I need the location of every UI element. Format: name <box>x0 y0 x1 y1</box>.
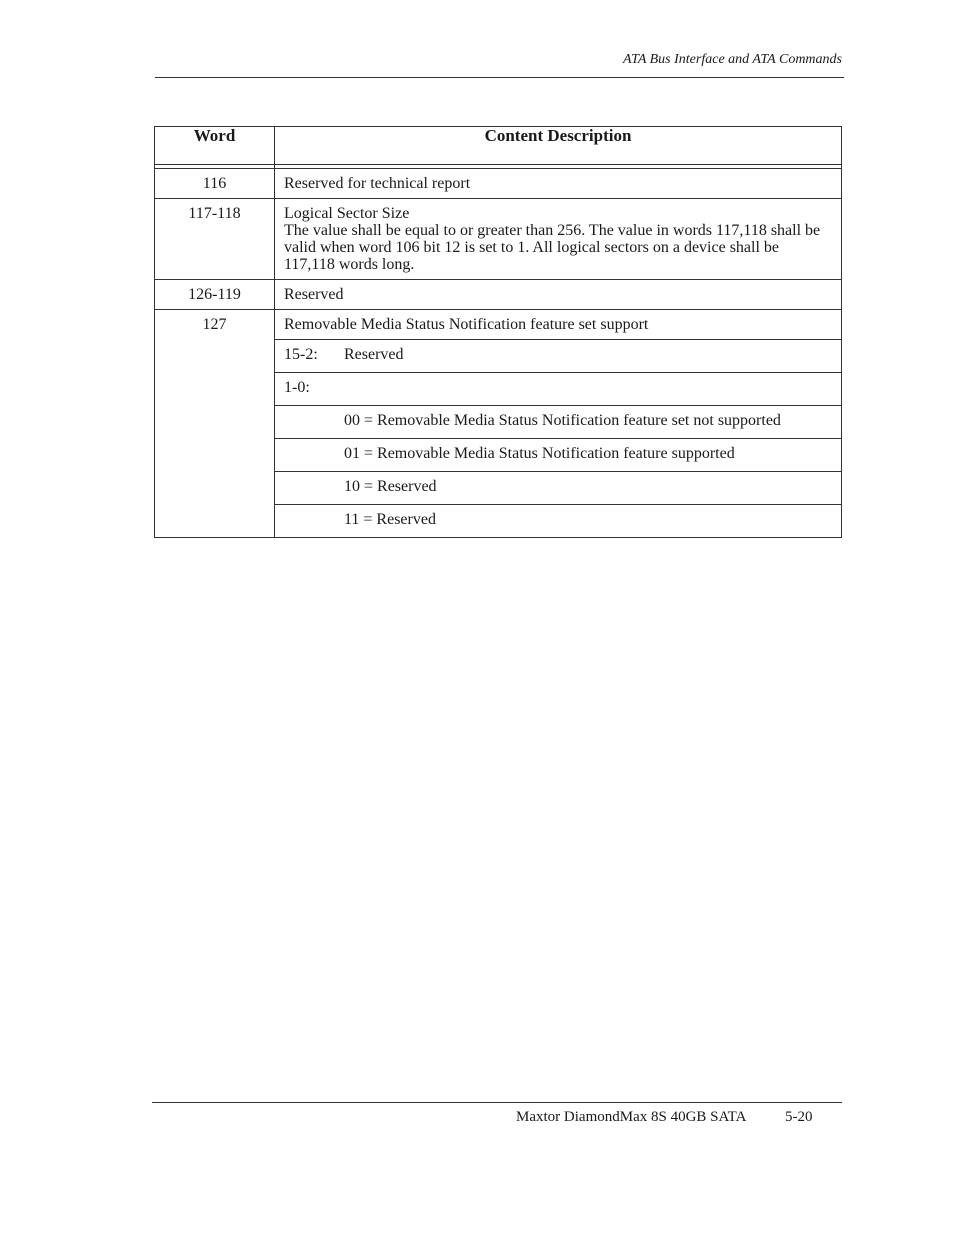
footer-rule <box>152 1102 842 1103</box>
word-cell: 117-118 <box>155 199 275 280</box>
description-cell <box>275 199 842 280</box>
bit-field-cell <box>275 373 842 406</box>
bit-range-label: 15-2: <box>284 346 318 363</box>
code-cell <box>275 505 842 538</box>
code-cell <box>275 439 842 472</box>
header-rule <box>155 77 844 78</box>
column-header-description: Content Description <box>275 127 842 165</box>
table-row <box>155 280 842 310</box>
word-cell: 126-119 <box>155 280 275 310</box>
table-row <box>155 310 842 340</box>
footer-product-name: Maxtor DiamondMax 8S 40GB SATA <box>516 1109 747 1125</box>
code-cell <box>275 472 842 505</box>
word-cell: 116 <box>155 169 275 199</box>
code-text: 00 = Removable Media Status Notification feature set not supported <box>344 412 781 429</box>
table-row <box>155 199 842 280</box>
description-title: Logical Sector Size <box>284 205 410 222</box>
column-header-word: Word <box>155 127 275 165</box>
bit-field-cell <box>275 340 842 373</box>
header-section-title: ATA Bus Interface and ATA Commands <box>623 52 842 67</box>
code-text: 11 = Reserved <box>344 511 436 528</box>
code-text: 10 = Reserved <box>344 478 437 495</box>
bit-range-value: Reserved <box>344 346 404 363</box>
code-cell <box>275 406 842 439</box>
description-cell: Reserved for technical report <box>275 169 842 199</box>
page-number: 5-20 <box>785 1109 813 1125</box>
description-text: The value shall be equal to or greater than 256. The value in words 117,118 shall be valid when word 106 bit 12 is set to 1. All logical sectors on a device shall be 117,118 words long. <box>284 222 821 273</box>
code-text: 01 = Removable Media Status Notification feature supported <box>344 445 735 462</box>
identify-device-words-table <box>154 126 842 538</box>
description-cell: Removable Media Status Notification feature set support <box>275 310 842 340</box>
bit-range-label: 1-0: <box>284 379 310 396</box>
table-header-row <box>155 127 842 165</box>
description-cell: Reserved <box>275 280 842 310</box>
word-cell: 127 <box>155 310 275 538</box>
table-row <box>155 169 842 199</box>
